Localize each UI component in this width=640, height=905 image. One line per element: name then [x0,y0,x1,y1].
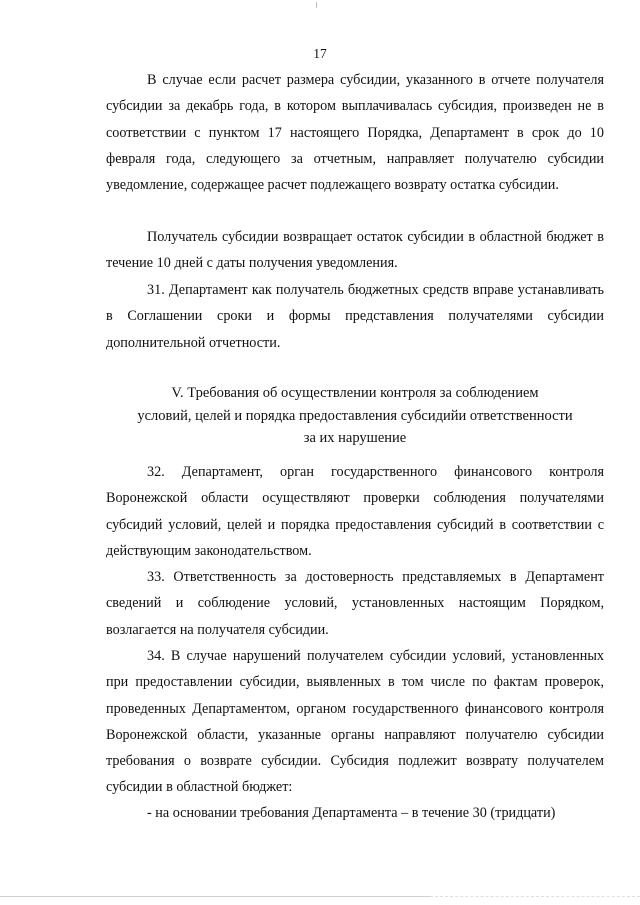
bottom-divider [0,896,430,897]
paragraph-refund-deadline: Получатель субсидии возвращает остаток субсидии в областной бюджет в течение 10 дней с даты получения уведомления. [106,229,604,272]
section-heading-line: за их нарушение [303,430,407,446]
scan-mark [316,2,317,8]
paragraph-32: 32. Департамент, орган государственного финансового контроля Воронежской области осуществляют проверки соблюдения получателями субсидий условий, целей и порядка предоставления субсидий в соответствии с действующим законодательством. [106,464,604,559]
bottom-divider-dashed [430,896,640,897]
page-number: 17 [313,46,327,61]
section-heading-line: условий, целей и порядка предоставления субсидийи ответственности [137,407,573,424]
paragraph-31: 31. Департамент как получатель бюджетных средств вправе устанавливать в Соглашении сроки и формы представления получателями субсидии дополнительной отчетности. [106,282,604,351]
paragraph-33: 33. Ответственность за достоверность представляемых в Департамент сведений и соблюдение условий, установленных настоящим Порядком, возлагается на получателя субсидии. [106,569,604,638]
section-heading [106,382,604,450]
paragraph-34: 34. В случае нарушений получателем субсидии условий, установленных при предоставлении субсидии, выявленных в том числе по фактам проверок, проведенных Департаментом, органом государственного финансового контроля Воронежской области, указанные органы направляют получателю субсидии требования о возврате субсидии. Субсидия подлежит возврату получателем субсидии в областной бюджет: [106,648,604,796]
paragraph-list-item: - на основании требования Департамента – в течение 30 (тридцати) [147,805,556,821]
section-heading-line: V. Требования об осуществлении контроля за соблюдением [171,385,539,401]
paragraph-refund-calculation: В случае если расчет размера субсидии, указанного в отчете получателя субсидии за декабрь года, в котором выплачивалась субсидия, произведен не в соответствии с пунктом 17 настоящего Порядка, Департамент в срок до 10 февраля года, следующего за отчетным, направляет получателю субсидии уведомление, содержащее расчет подлежащего возврату остатка субсидии. [106,72,604,194]
